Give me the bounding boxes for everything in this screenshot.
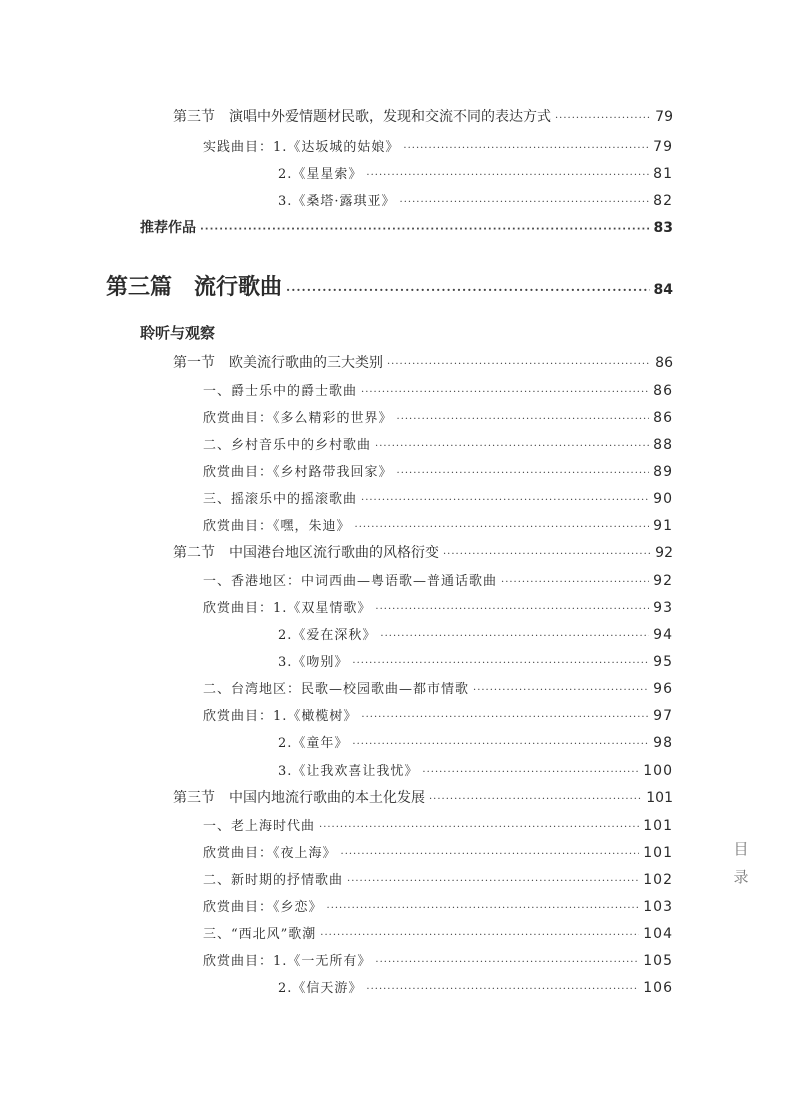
toc-entry[interactable] <box>278 977 673 996</box>
dot-leader <box>361 495 649 506</box>
toc-page-number: 100 <box>643 763 673 779</box>
toc-entry-label: 一、爵士乐中的爵士歌曲 <box>203 384 358 399</box>
toc-entry[interactable] <box>278 163 673 182</box>
toc-entry-label: 第三节 中国内地流行歌曲的本土化发展 <box>173 790 425 806</box>
dot-leader <box>320 930 639 941</box>
dot-leader <box>400 197 650 208</box>
toc-entry-label: 第一节 欧美流行歌曲的三大类别 <box>173 355 383 371</box>
toc-entry-label: 二、新时期的抒情歌曲 <box>203 873 344 888</box>
toc-page-number: 86 <box>655 355 673 371</box>
toc-page-number: 104 <box>643 926 673 942</box>
toc-page-number: 101 <box>643 845 673 861</box>
toc-page-number: 86 <box>653 383 673 399</box>
toc-entry[interactable] <box>173 106 673 126</box>
toc-page-number: 89 <box>653 464 673 480</box>
toc-page-number: 105 <box>643 953 673 969</box>
dot-leader <box>387 359 651 370</box>
dot-leader <box>375 604 649 615</box>
dot-leader <box>501 577 649 588</box>
toc-entry-label: 2.《信天游》 <box>278 981 363 996</box>
toc-page-number: 98 <box>653 735 673 751</box>
toc-entry[interactable] <box>203 842 673 861</box>
dot-leader <box>366 170 649 181</box>
toc-entry[interactable] <box>278 732 673 751</box>
toc-entry[interactable] <box>173 542 673 562</box>
toc-entry-label: 三、“西北风”歌潮 <box>203 927 317 942</box>
dot-leader <box>352 739 649 750</box>
toc-page-number: 92 <box>655 545 673 561</box>
toc-entry-label: 2.《童年》 <box>278 736 349 751</box>
dot-leader <box>375 957 639 968</box>
toc-entry[interactable] <box>203 515 673 534</box>
toc-entry-label: 二、乡村音乐中的乡村歌曲 <box>203 438 372 453</box>
toc-entry-label: 第二节 中国港台地区流行歌曲的风格衍变 <box>173 545 439 561</box>
toc-page-number: 83 <box>653 220 673 236</box>
dot-leader <box>361 712 649 723</box>
toc-entry-label: 欣赏曲目：《多么精彩的世界》 <box>203 411 393 426</box>
toc-entry[interactable] <box>203 570 673 589</box>
dot-leader <box>443 549 651 560</box>
dot-leader <box>347 876 639 887</box>
toc-page-number: 94 <box>653 627 673 643</box>
dot-leader <box>352 658 649 669</box>
dot-leader <box>429 794 642 805</box>
side-section-label: 目录 <box>733 840 749 886</box>
toc-page-number: 91 <box>653 518 673 534</box>
toc-page-number: 97 <box>653 708 673 724</box>
toc-page-number: 92 <box>653 573 673 589</box>
toc-entry[interactable] <box>203 488 673 507</box>
toc-page-number: 106 <box>643 980 673 996</box>
toc-entry-label: 欣赏曲目：《嘿，朱迪》 <box>203 519 351 534</box>
toc-page-number: 101 <box>643 818 673 834</box>
dot-leader <box>397 414 650 425</box>
toc-subheading: 聆听与观察 <box>140 324 216 342</box>
toc-page-number: 93 <box>653 600 673 616</box>
toc-entry[interactable] <box>203 597 673 616</box>
toc-page-number: 84 <box>653 282 673 298</box>
toc-entry-label: 欣赏曲目：《乡恋》 <box>203 900 323 915</box>
toc-entry-label: 3.《吻别》 <box>278 655 349 670</box>
toc-entry-label: 第三节 演唱中外爱情题材民歌，发现和交流不同的表达方式 <box>173 109 551 125</box>
toc-entry[interactable] <box>203 815 673 834</box>
dot-leader <box>341 849 640 860</box>
toc-entry[interactable] <box>278 624 673 643</box>
toc-entry[interactable] <box>203 705 673 724</box>
toc-entry-label: 3.《让我欢喜让我忧》 <box>278 764 419 779</box>
toc-page-number: 79 <box>653 139 673 155</box>
toc-entry[interactable] <box>203 896 673 915</box>
toc-entry-label: 三、摇滚乐中的摇滚歌曲 <box>203 492 358 507</box>
toc-entry[interactable] <box>278 651 673 670</box>
toc-entry-label: 实践曲目：1.《达坂城的姑娘》 <box>203 140 400 155</box>
dot-leader <box>403 143 649 154</box>
toc-entry[interactable] <box>203 380 673 399</box>
toc-entry[interactable] <box>203 678 673 697</box>
toc-entry[interactable] <box>203 461 673 480</box>
toc-entry[interactable] <box>203 407 673 426</box>
dot-leader <box>397 468 650 479</box>
toc-entry[interactable] <box>203 434 673 453</box>
toc-entry-label: 欣赏曲目：1.《橄榄树》 <box>203 709 358 724</box>
toc-page-number: 101 <box>646 790 673 806</box>
dot-leader <box>422 767 639 778</box>
toc-entry[interactable] <box>278 190 673 209</box>
dot-leader <box>375 441 649 452</box>
toc-entry[interactable] <box>203 869 673 888</box>
toc-page-number: 86 <box>653 410 673 426</box>
toc-part-entry[interactable] <box>106 270 673 301</box>
dot-leader <box>366 984 639 995</box>
toc-entry[interactable] <box>203 950 673 969</box>
dot-leader <box>473 685 649 696</box>
toc-entry[interactable] <box>173 352 673 372</box>
toc-page-number: 88 <box>653 437 673 453</box>
dot-leader <box>355 522 650 533</box>
toc-entry-label: 3.《桑塔·露琪亚》 <box>278 194 396 209</box>
dot-leader <box>555 113 651 124</box>
toc-entry[interactable] <box>140 217 673 237</box>
toc-page-number: 103 <box>643 899 673 915</box>
toc-page-number: 95 <box>653 654 673 670</box>
toc-part-label: 第三篇 流行歌曲 <box>106 274 283 300</box>
toc-page-number: 81 <box>653 166 673 182</box>
toc-entry-label: 一、香港地区：中词西曲—粤语歌—普通话歌曲 <box>203 574 498 589</box>
toc-entry[interactable] <box>203 136 673 155</box>
dot-leader <box>200 224 650 235</box>
dot-leader <box>319 822 639 833</box>
toc-page-number: 96 <box>653 681 673 697</box>
dot-leader <box>380 631 649 642</box>
toc-entry[interactable] <box>173 787 673 807</box>
toc-entry-label: 推荐作品 <box>140 220 196 236</box>
toc-entry[interactable] <box>203 923 673 942</box>
toc-entry-label: 欣赏曲目：1.《一无所有》 <box>203 954 372 969</box>
toc-entry-label: 一、老上海时代曲 <box>203 819 316 834</box>
toc-page-number: 90 <box>653 491 673 507</box>
toc-entry[interactable] <box>278 760 673 779</box>
toc-entry-label: 欣赏曲目：《夜上海》 <box>203 846 337 861</box>
toc-entry-label: 2.《爱在深秋》 <box>278 628 377 643</box>
toc-entry-label: 二、台湾地区：民歌—校园歌曲—都市情歌 <box>203 682 470 697</box>
toc-page-number: 79 <box>655 109 673 125</box>
dot-leader <box>286 283 650 297</box>
toc-entry-label: 欣赏曲目：《乡村路带我回家》 <box>203 465 393 480</box>
toc-page-number: 102 <box>643 872 673 888</box>
toc-entry-label: 欣赏曲目：1.《双星情歌》 <box>203 601 372 616</box>
dot-leader <box>361 387 649 398</box>
toc-entry-label: 2.《星星索》 <box>278 167 363 182</box>
toc-page-number: 82 <box>653 193 673 209</box>
dot-leader <box>327 903 640 914</box>
